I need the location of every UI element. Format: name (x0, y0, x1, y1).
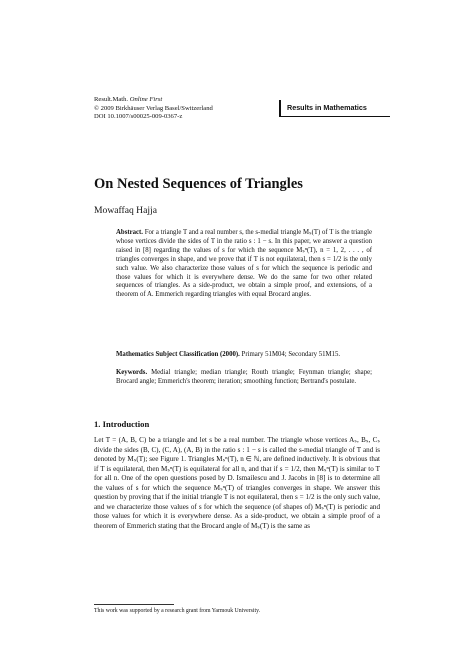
keywords-label: Keywords. (116, 369, 148, 376)
subject-classification (116, 351, 372, 360)
copyright-line: © 2009 Birkhäuser Verlag Basel/Switzerland (94, 104, 213, 112)
journal-line (94, 96, 213, 105)
abstract (116, 229, 372, 300)
publication-header (94, 96, 213, 122)
journal-name: Results in Mathematics (287, 103, 367, 112)
abstract-text: For a triangle T and a real number s, the s-medial triangle Mₛ(T) of T is the triangle whose vertices divide the sides of T in the ratio s : 1 − s. In this paper, we answer a question raised in [8] regarding the values of s for which the sequence Mₛⁿ(T), n = 1, 2, . . . , of triangles converges in shape, and we prove that if T is not equilateral, then s = 1/2 is the only such value. We also characterize those values of s for which the sequence is periodic and those values for which it is everywhere dense. We do the same for two other related sequences of triangles. As a side-product, we obtain a simple proof, and extensions, of a theorem of A. Emmerich regarding triangles with equal Brocard angles. (116, 229, 372, 299)
msc-label: Mathematics Subject Classification (2000). (116, 351, 240, 358)
keywords (116, 369, 372, 387)
msc-text: Primary 51M04; Secondary 51M15. (241, 351, 341, 358)
doi-line: DOI 10.1007/s00025-009-0367-z (94, 113, 183, 121)
section-heading: 1. Introduction (94, 419, 150, 429)
journal-badge (279, 100, 390, 117)
author-name: Mowaffaq Hajja (94, 205, 157, 216)
keywords-text: Medial triangle; median triangle; Routh triangle; Feynman triangle; shape; Brocard angle; Emmerich's theorem; iteration; smoothing function; Bertrand's postulate. (116, 369, 372, 385)
abstract-label: Abstract. (116, 229, 143, 236)
journal-abbrev: Result.Math. (94, 96, 129, 103)
paper-title: On Nested Sequences of Triangles (94, 176, 303, 192)
introduction-text: Let T = (A, B, C) be a triangle and let s be a real number. The triangle whose vertices Aₛ, Bₛ, Cₛ divide the sides (B, C), (C, A), (A, B) in the ratio s : 1 − s is called the s-medial triangle of T and is denoted by Mₛ(T); see Figure 1. Triangles Mₛⁿ(T), n ∈ ℕ, are defined inductively. It is obvious that if T is equilateral, then Mₛⁿ(T) is equilateral for all n, and that if s = 1/2, then Mₛⁿ(T) is similar to T for all n. One of the open questions posed by D. Ismailescu and J. Jacobs in [8] is to determine all the values of s for which the sequence Mₛⁿ(T) of triangles converges in shape. We answer this question by proving that if the initial triangle T is not equilateral, then s = 1/2 is the only such value, and we characterize those values of s for which the sequence (of shapes of) Mₛⁿ(T) is periodic and those values for which it is everywhere dense. As a side-product, we obtain a simple proof of a theorem of Emmerich stating that the Brocard angle of Mₛ(T) is the same as (94, 436, 380, 530)
footnote: This work was supported by a research grant from Yarmouk University. (94, 608, 261, 614)
online-status: Online First (129, 96, 163, 103)
footnote-divider (94, 604, 174, 605)
